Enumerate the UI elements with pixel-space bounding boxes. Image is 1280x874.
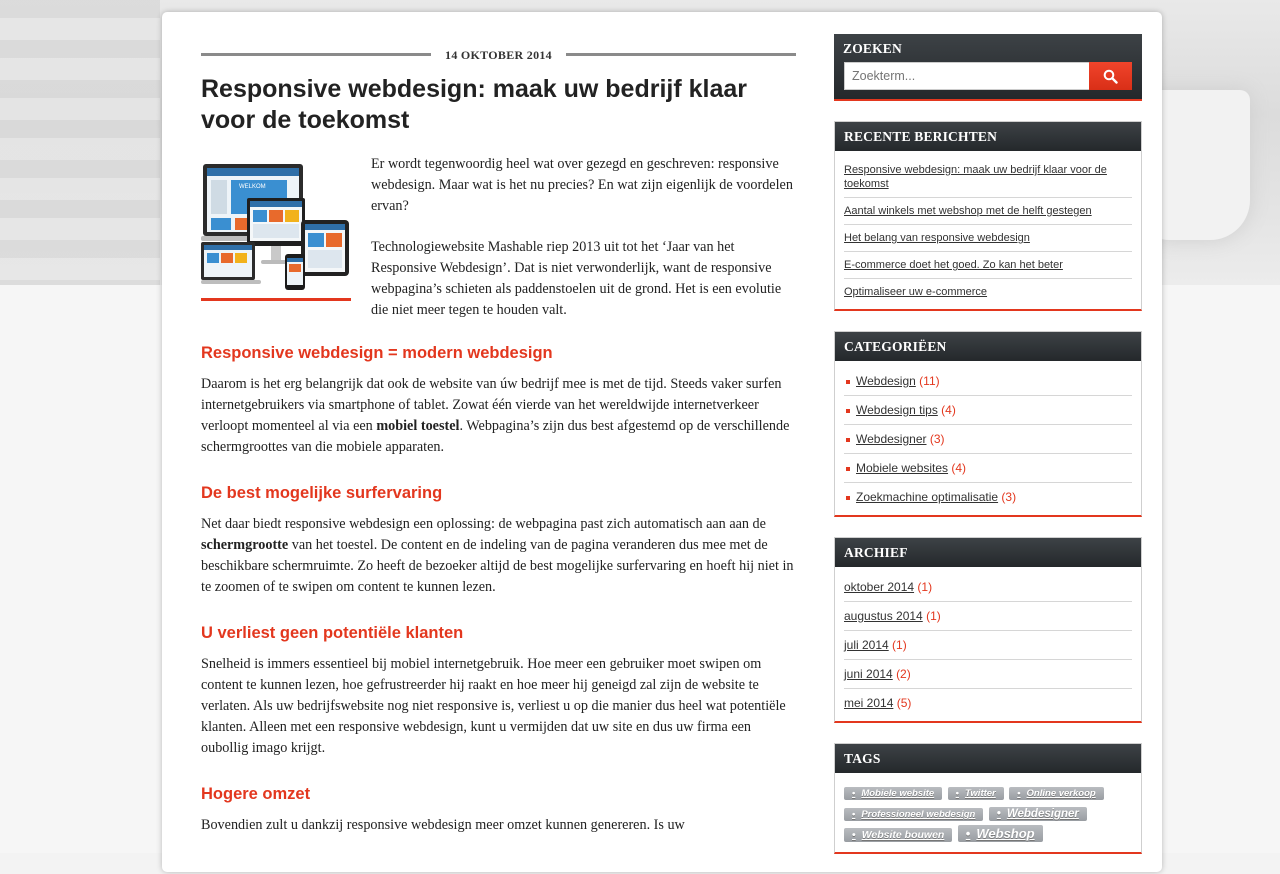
archive-link[interactable]: oktober 2014 <box>844 580 915 594</box>
recent-posts-title: RECENTE BERICHTEN <box>835 122 1141 151</box>
bullet-square-icon <box>846 467 850 471</box>
search-widget-title: ZOEKEN <box>843 41 902 56</box>
tags-title: TAGS <box>835 744 1141 773</box>
post-date: 14 OKTOBER 2014 <box>431 48 566 63</box>
list-item <box>844 396 1132 425</box>
bullet-square-icon <box>846 438 850 442</box>
search-icon <box>1103 69 1118 84</box>
section-paragraph-3: Snelheid is immers essentieel bij mobiel internetgebruik. Hoe meer een gebruiker moet swipen om content te kunnen lezen, hoe gefrustreerder hij raakt en hoe meer hij geneigd zal zijn de website te verlaten. Als uw bedrijfswebsite nog niet responsive is, verliest u op die manier dus heel wat potentiële klanten. Alleen met een responsive webdesign, kunt u vermijden dat uw site en dus uw firma een oubollig imago krijgt. <box>201 656 786 756</box>
category-count: (11) <box>919 374 940 388</box>
tag-link[interactable]: • Professioneel webdesign <box>844 808 983 821</box>
recent-post-link[interactable]: Responsive webdesign: maak uw bedrijf klaar voor de toekomst <box>844 164 1107 190</box>
search-button[interactable] <box>1089 62 1132 90</box>
tag-link[interactable]: • Twitter <box>948 787 1004 800</box>
recent-post-link[interactable]: E-commerce doet het goed. Zo kan het beter <box>844 259 1063 271</box>
list-item <box>844 157 1132 198</box>
archive-count: (5) <box>896 696 912 710</box>
thumb-welkom-text: WELKOM <box>239 184 266 190</box>
tag-cloud <box>835 773 1141 852</box>
archive-link[interactable]: juli 2014 <box>844 638 889 652</box>
list-item <box>844 425 1132 454</box>
list-item <box>844 660 1132 689</box>
archive-link[interactable]: juni 2014 <box>844 667 893 681</box>
tag-link[interactable]: • Website bouwen <box>844 828 952 842</box>
list-item <box>844 454 1132 483</box>
tag-link[interactable]: • Mobiele website <box>844 787 942 800</box>
recent-post-link[interactable]: Optimaliseer uw e-commerce <box>844 286 988 298</box>
archive-count: (1) <box>892 638 907 652</box>
post-intro <box>201 154 796 322</box>
bullet-square-icon <box>846 496 850 500</box>
categories-title: CATEGORIËEN <box>835 332 1141 361</box>
bullet-square-icon <box>846 380 850 384</box>
list-item <box>844 631 1132 660</box>
section-heading-2: De best mogelijke surfervaring <box>201 484 443 502</box>
post-title: Responsive webdesign: maak uw bedrijf klaar voor de toekomst <box>201 75 748 134</box>
tags-widget <box>834 743 1142 854</box>
archive-widget <box>834 537 1142 723</box>
search-widget <box>834 34 1142 101</box>
category-link[interactable]: Webdesign <box>856 374 916 388</box>
content-card <box>162 12 1162 872</box>
list-item <box>844 198 1132 225</box>
recent-post-link[interactable]: Aantal winkels met webshop met de helft gestegen <box>844 205 1092 217</box>
category-link[interactable]: Zoekmachine optimalisatie <box>856 490 999 504</box>
archive-link[interactable]: augustus 2014 <box>844 609 923 623</box>
tag-link[interactable]: • Online verkoop <box>1009 787 1103 800</box>
archive-link[interactable]: mei 2014 <box>844 696 894 710</box>
archive-count: (1) <box>926 609 941 623</box>
category-count: (4) <box>951 461 967 475</box>
category-link[interactable]: Webdesigner <box>856 432 927 446</box>
list-item <box>844 279 1132 305</box>
category-count: (3) <box>1001 490 1017 504</box>
tag-link[interactable]: • Webshop <box>958 825 1043 842</box>
recent-posts-widget <box>834 121 1142 311</box>
sidebar <box>834 34 1142 874</box>
tag-link[interactable]: • Webdesigner <box>989 807 1087 821</box>
thumbnail-accent-bar <box>201 298 351 301</box>
bold-term-mobiel-toestel: mobiel toestel <box>376 418 460 434</box>
archive-count: (1) <box>917 580 933 594</box>
list-item <box>844 225 1132 252</box>
section-heading-3: U verliest geen potentiële klanten <box>201 624 464 642</box>
article <box>201 12 796 836</box>
intro-paragraph-2: Technologiewebsite Mashable riep 2013 uit tot het ‘Jaar van het Responsive Webdesign’. Dat is niet verwonderlijk, want de responsive webpagina’s schieten als paddenstoelen uit de grond. Het is een evolutie die niet meer tegen te houden valt. <box>371 239 782 318</box>
archive-title: ARCHIEF <box>835 538 1141 567</box>
intro-paragraph-1: Er wordt tegenwoordig heel wat over gezegd en geschreven: responsive webdesign. Maar wat is het nu precies? En wat zijn eigenlijk de voordelen ervan? <box>371 156 793 214</box>
list-item <box>844 602 1132 631</box>
post-date-row <box>201 46 796 60</box>
category-link[interactable]: Mobiele websites <box>856 461 949 475</box>
devices-illustration <box>201 158 351 298</box>
intro-text <box>371 154 796 321</box>
list-item <box>844 483 1132 511</box>
list-item <box>844 689 1132 717</box>
category-count: (4) <box>941 403 956 417</box>
post-thumbnail[interactable] <box>201 158 351 298</box>
list-item <box>844 367 1132 396</box>
bold-term-schermgrootte: schermgrootte <box>201 537 289 553</box>
list-item <box>844 573 1132 602</box>
section-heading-4: Hogere omzet <box>201 785 311 803</box>
bullet-square-icon <box>846 409 850 413</box>
categories-widget <box>834 331 1142 517</box>
section-paragraph-2: Net daar biedt responsive webdesign een oplossing: de webpagina past zich automatisch aan aan de schermgrootte van het toestel. De content en de indeling van de pagina veranderen dus mee met de beschikbare schermruimte. Zo heeft de bezoeker altijd de best mogelijke surfervaring en hoeft hij niet in te zoomen of te swipen om content te kunnen lezen. <box>201 516 794 595</box>
section-paragraph-4: Bovendien zult u dankzij responsive webdesign meer omzet kunnen genereren. Is uw <box>201 817 685 833</box>
background-calendar <box>0 0 160 285</box>
search-input[interactable] <box>844 62 1089 90</box>
category-count: (3) <box>929 432 945 446</box>
recent-post-link[interactable]: Het belang van responsive webdesign <box>844 232 1030 244</box>
list-item <box>844 252 1132 279</box>
archive-count: (2) <box>896 667 911 681</box>
category-link[interactable]: Webdesign tips <box>856 403 938 417</box>
section-heading-1: Responsive webdesign = modern webdesign <box>201 344 553 362</box>
section-paragraph-1: Daarom is het erg belangrijk dat ook de website van úw bedrijf mee is met de tijd. Steeds vaker surfen internetgebruikers via smartphone of tablet. Zowat één vierde van het wereldwijde internetverkeer verloopt momenteel al via een mobiel toestel. Webpagina’s zijn dus best afgestemd op de verschillende schermgroottes van die mobiele apparaten. <box>201 376 790 455</box>
